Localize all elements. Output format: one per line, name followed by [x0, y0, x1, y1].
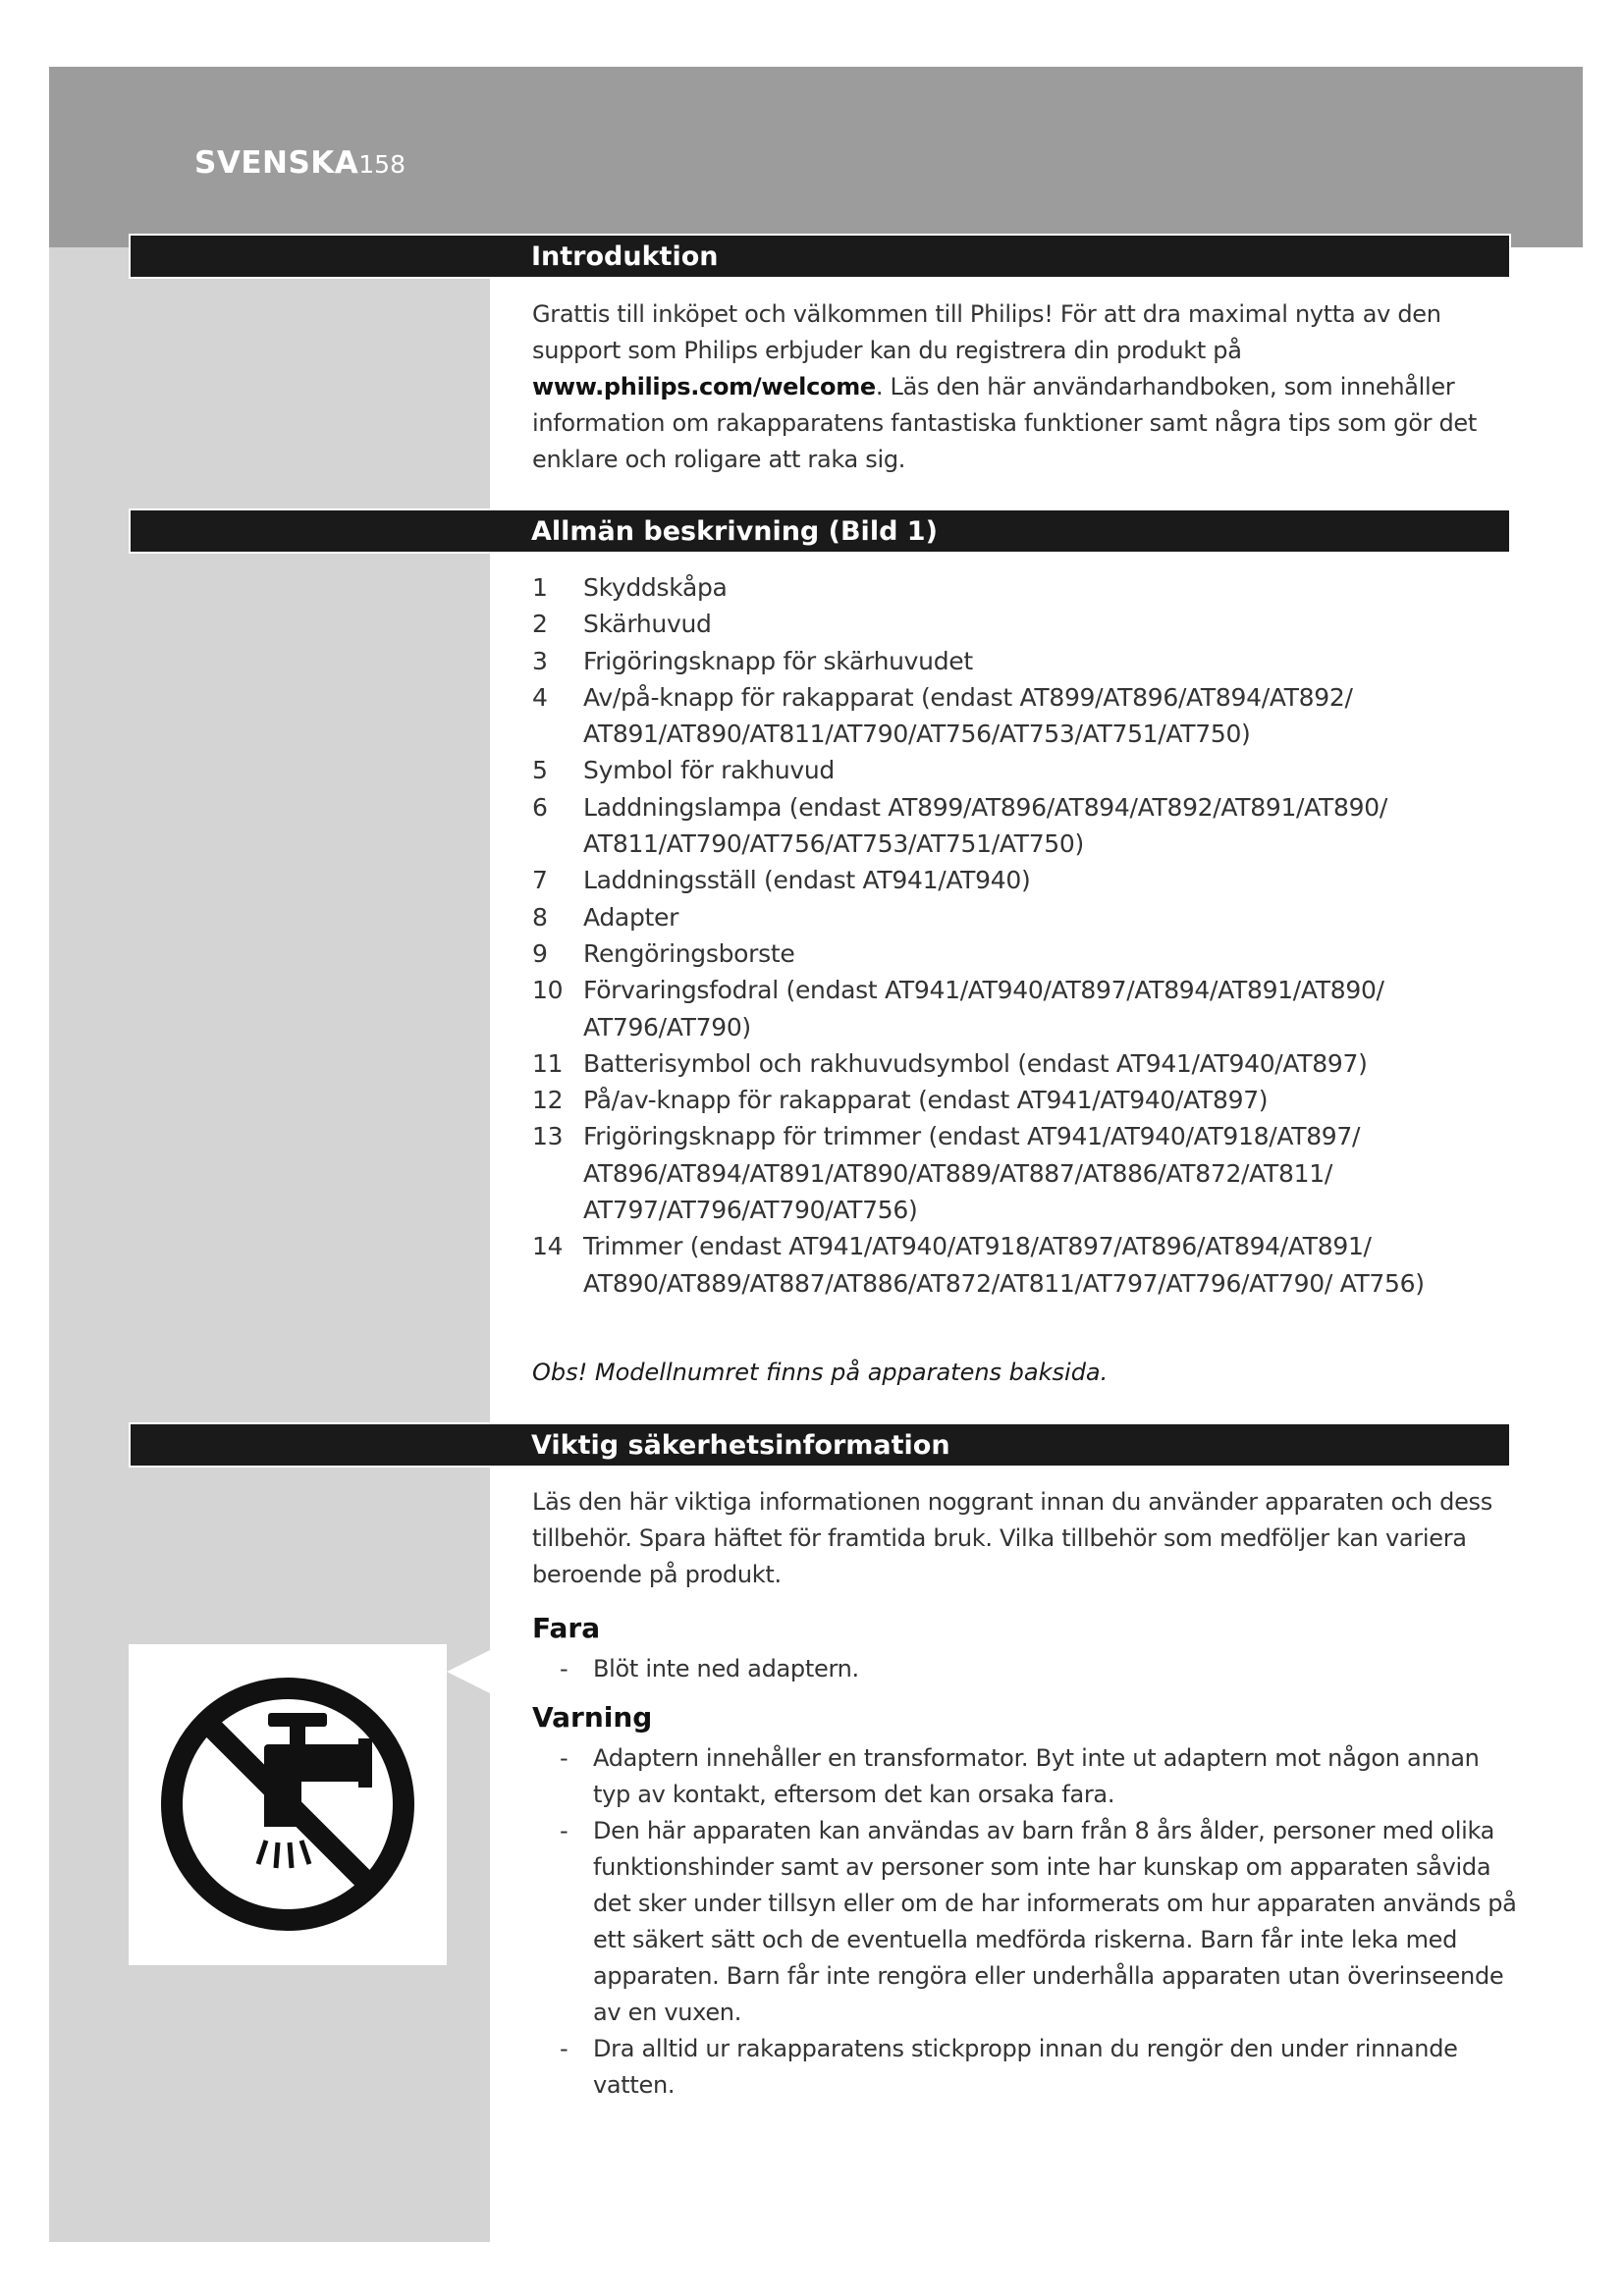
warning-heading: Varning: [532, 1701, 653, 1734]
list-item: [538, 1740, 1520, 1813]
section-title: Introduktion: [531, 241, 719, 272]
list-item: [532, 972, 1514, 1045]
warning-image: [129, 1644, 447, 1965]
intro-paragraph: [532, 296, 1514, 478]
item-text: Dra alltid ur rakapparatens stickpropp innan du rengör den under rinnande vatten.: [593, 2035, 1458, 2099]
item-text: Av/på-knapp för rakapparat (endast AT899/AT896/AT894/AT892/ AT891/AT890/AT811/AT790/AT756/AT753/AT751/AT750): [583, 682, 1353, 749]
page-number: 158: [358, 150, 406, 179]
item-number: 4: [532, 682, 548, 712]
section-bar-safety: [129, 1422, 1511, 1468]
item-number: 11: [532, 1048, 564, 1078]
no-water-tap-icon: [129, 1644, 447, 1965]
item-number: 6: [532, 792, 548, 822]
list-item: [538, 1813, 1520, 2031]
list-item: [538, 1651, 1520, 1687]
intro-text-after: . Läs den här användarhandboken, som innehåller information om rakapparatens fantastiska funktioner samt några tips som gör det enklare och roligare att raka sig.: [532, 373, 1478, 473]
list-item: [532, 789, 1514, 863]
list-item: [532, 862, 1514, 898]
item-text: Den här apparaten kan användas av barn från 8 års ålder, personer med olika funktionshinder samt av personer som inte har kunskap om apparaten såvida det sker under tillsyn eller om de har informerats om hur apparaten används på ett säkert sätt och de eventuella medförda riskerna. Barn får inte leka med apparaten. Barn får inte rengöra eller underhålla apparaten utan överinseende av en vuxen.: [593, 1817, 1517, 2026]
item-number: 2: [532, 610, 548, 639]
item-text: Adaptern innehåller en transformator. Byt inte ut adaptern mot någon annan typ av kontakt, eftersom det kan orsaka fara.: [593, 1744, 1480, 1808]
item-text: Förvaringsfodral (endast AT941/AT940/AT897/AT894/AT891/AT890/ AT796/AT790): [583, 976, 1384, 1041]
danger-list-container: [538, 1651, 1520, 1687]
welcome-link: www.philips.com/welcome: [532, 373, 876, 400]
item-number: 14: [532, 1232, 564, 1261]
item-number: 13: [532, 1122, 564, 1151]
dash-bullet: -: [560, 1744, 568, 1772]
danger-list: [538, 1651, 1520, 1687]
item-text: Blöt inte ned adaptern.: [593, 1655, 859, 1682]
list-item: [532, 1045, 1514, 1082]
section-title: Viktig säkerhetsinformation: [531, 1430, 950, 1461]
item-text: Adapter: [583, 902, 679, 932]
list-item: [532, 679, 1514, 753]
list-item: [532, 606, 1514, 642]
item-number: 5: [532, 756, 548, 785]
item-text: Skärhuvud: [583, 610, 712, 639]
section-title: Allmän beskrivning (Bild 1): [531, 516, 938, 547]
item-text: Rengöringsborste: [583, 938, 795, 968]
section-bar-intro: [129, 234, 1511, 279]
item-number: 10: [532, 976, 564, 1005]
item-number: 9: [532, 938, 548, 968]
item-text: Batterisymbol och rakhuvudsymbol (endast AT941/AT940/AT897): [583, 1048, 1368, 1078]
dash-bullet: -: [560, 2035, 568, 2062]
item-number: 12: [532, 1086, 564, 1115]
model-number-note: Obs! Modellnumret finns på apparatens baksida.: [532, 1359, 1109, 1386]
page-header: [194, 145, 406, 181]
parts-list: [532, 569, 1514, 1302]
safety-intro: [532, 1484, 1514, 1593]
list-item: [532, 1228, 1514, 1302]
item-number: 7: [532, 866, 548, 895]
section-bar-description: [129, 508, 1511, 554]
list-item: [532, 752, 1514, 788]
list-item: [532, 935, 1514, 972]
item-text: Trimmer (endast AT941/AT940/AT918/AT897/AT896/AT894/AT891/ AT890/AT889/AT887/AT886/AT872/AT811/AT797/AT796/AT790/ AT756): [583, 1232, 1425, 1298]
list-item: [532, 1082, 1514, 1118]
list-item: [532, 899, 1514, 935]
list-item: [532, 1118, 1514, 1228]
language-label: SVENSKA: [194, 145, 359, 181]
image-pointer: [447, 1650, 490, 1693]
warning-list-container: [538, 1740, 1520, 2104]
item-text: Frigöringsknapp för skärhuvudet: [583, 646, 973, 675]
item-text: Skyddskåpa: [583, 573, 728, 602]
item-number: 3: [532, 646, 548, 675]
intro-text-before: Grattis till inköpet och välkommen till Philips! För att dra maximal nytta av den support som Philips erbjuder kan du registrera din produkt på: [532, 300, 1441, 364]
warning-list: [538, 1740, 1520, 2104]
item-text: Laddningslampa (endast AT899/AT896/AT894/AT892/AT891/AT890/ AT811/AT790/AT756/AT753/AT751/AT750): [583, 792, 1387, 859]
item-text: På/av-knapp för rakapparat (endast AT941/AT940/AT897): [583, 1086, 1269, 1115]
parts-list-container: [532, 569, 1514, 1302]
item-text: Frigöringsknapp för trimmer (endast AT941/AT940/AT918/AT897/ AT896/AT894/AT891/AT890/AT889/AT887/AT886/AT872/AT811/ AT797/AT796/AT790/AT756): [583, 1122, 1361, 1225]
list-item: [532, 569, 1514, 606]
item-text: Symbol för rakhuvud: [583, 756, 835, 785]
dash-bullet: -: [560, 1817, 568, 1844]
item-text: Laddningsställ (endast AT941/AT940): [583, 866, 1031, 895]
list-item: [538, 2031, 1520, 2104]
safety-intro-text: Läs den här viktiga informationen noggrant innan du använder apparaten och dess tillbehör. Spara häftet för framtida bruk. Vilka tillbehör som medföljer kan variera beroende på produkt.: [532, 1488, 1492, 1588]
dash-bullet: -: [560, 1655, 568, 1682]
list-item: [532, 643, 1514, 679]
item-number: 1: [532, 573, 548, 602]
item-number: 8: [532, 902, 548, 932]
danger-heading: Fara: [532, 1612, 601, 1644]
